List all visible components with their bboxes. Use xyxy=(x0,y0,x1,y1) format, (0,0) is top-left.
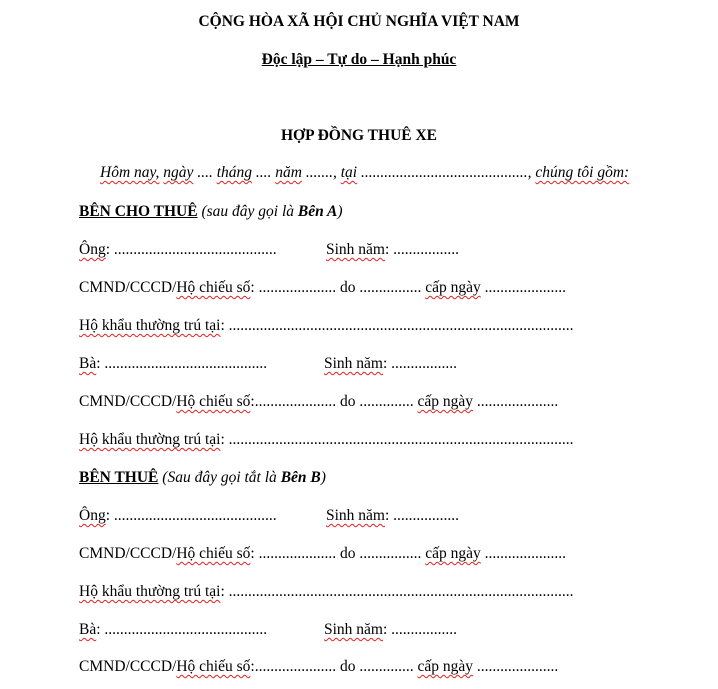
intro-chung-toi-gom: chúng tôi gồm: xyxy=(535,164,630,181)
party-a-ho-chieu-label-1: Hộ chiếu số xyxy=(176,279,251,296)
party-a-ba-row xyxy=(79,354,267,374)
party-a-cap-ngay-label-1: cấp ngày xyxy=(425,279,481,296)
party-b-sinh-nam-row xyxy=(326,506,459,526)
party-b-sinh-nam-label: Sinh năm xyxy=(326,507,385,524)
party-a-ho-chieu-label-2: Hộ chiếu số xyxy=(176,393,251,410)
party-a-ho-khau-label-1: Hộ khẩu thường trú tại xyxy=(79,317,221,334)
party-a-ong-field: : .......................................... xyxy=(105,241,277,258)
document-title: HỢP ĐỒNG THUÊ XE xyxy=(280,127,438,144)
party-b-sinh-nam-field: : ................. xyxy=(385,507,460,524)
party-b-ba-row xyxy=(79,620,267,640)
motto-text: Độc lập – Tự do – Hạnh phúc xyxy=(261,51,457,68)
party-a-ho-khau-field-2: : ......................................................................................... xyxy=(220,431,574,448)
party-a-heading-text: BÊN CHO THUÊ xyxy=(79,203,198,220)
party-b-ong-row xyxy=(79,506,277,526)
party-a-sinh-nam-row xyxy=(326,240,459,260)
party-a-sinh-nam-field: : ................. xyxy=(385,241,460,258)
party-a-ong-row xyxy=(79,240,277,260)
party-b-ho-khau-label-1: Hộ khẩu thường trú tại xyxy=(79,583,221,600)
party-a-ho-khau-field-1: : ......................................................................................... xyxy=(220,317,574,334)
party-b-sinh-nam-field-2: : ................. xyxy=(383,621,458,638)
intro-line xyxy=(100,163,629,183)
intro-dots-3: ......., xyxy=(301,164,341,181)
party-a-ba-field: : .......................................... xyxy=(96,355,268,372)
intro-dots-2: .... xyxy=(252,164,276,181)
party-a-ba-label: Bà xyxy=(79,355,97,372)
party-a-ho-khau-label-2: Hộ khẩu thường trú tại xyxy=(79,431,221,448)
party-b-cmnd-row-2: CMND/CCCD/Hộ chiếu số:..................... do .............. cấp ngày ..................... xyxy=(79,658,559,675)
party-a-note: (sau đây gọi là Bên A) xyxy=(197,203,343,220)
party-b-cap-ngay-label-1: cấp ngày xyxy=(425,545,481,562)
party-a-sinh-nam-field-2: : ................. xyxy=(383,355,458,372)
motto xyxy=(0,50,718,70)
intro-tai: tại xyxy=(340,164,358,181)
party-a-sinh-nam-label: Sinh năm xyxy=(326,241,385,258)
party-b-sinh-nam-label-2: Sinh năm xyxy=(324,621,383,638)
party-b-heading xyxy=(79,468,326,488)
party-b-cap-ngay-label-2: cấp ngày xyxy=(417,658,473,675)
party-b-ho-chieu-label-2: Hộ chiếu số xyxy=(176,658,251,675)
party-a-ho-khau-row-2 xyxy=(79,430,574,450)
intro-thang: tháng xyxy=(216,164,252,181)
party-a-sinh-nam-row-2 xyxy=(324,354,457,374)
party-a-heading xyxy=(79,202,343,222)
party-b-ho-chieu-label-1: Hộ chiếu số xyxy=(176,545,251,562)
party-a-ong-label: Ông xyxy=(79,241,106,258)
party-a-cap-ngay-label-2: cấp ngày xyxy=(417,393,473,410)
intro-dots-1: .... xyxy=(193,164,217,181)
national-title: CỘNG HÒA XÃ HỘI CHỦ NGHĨA VIỆT NAM xyxy=(198,13,520,30)
party-b-ba-label: Bà xyxy=(79,621,97,638)
party-a-cmnd-row-2: CMND/CCCD/Hộ chiếu số:..................... do .............. cấp ngày ..................... xyxy=(79,393,559,410)
party-b-sinh-nam-row-2 xyxy=(324,620,457,640)
party-a-sinh-nam-label-2: Sinh năm xyxy=(324,355,383,372)
party-b-ong-field: : .......................................... xyxy=(105,507,277,524)
party-b-note: (Sau đây gọi tắt là Bên B) xyxy=(158,469,326,486)
party-b-ho-khau-field-1: : ......................................................................................... xyxy=(220,583,574,600)
party-a-ho-khau-row-1 xyxy=(79,316,574,336)
party-b-ho-khau-row-1 xyxy=(79,582,574,602)
party-a-cmnd-row-1: CMND/CCCD/Hộ chiếu số: .................... do ................ cấp ngày ..................... xyxy=(79,279,566,296)
party-b-cmnd-row-1: CMND/CCCD/Hộ chiếu số: .................... do ................ cấp ngày ..................... xyxy=(79,545,566,562)
party-b-heading-text: BÊN THUÊ xyxy=(79,469,159,486)
party-b-ba-field: : .......................................... xyxy=(96,621,268,638)
party-b-ong-label: Ông xyxy=(79,507,106,524)
intro-dots-4: ..........................................., xyxy=(357,164,536,181)
intro-ngay: ngày xyxy=(163,164,194,181)
intro-nam: năm xyxy=(275,164,302,181)
intro-hom-nay: Hôm nay, xyxy=(100,164,160,181)
